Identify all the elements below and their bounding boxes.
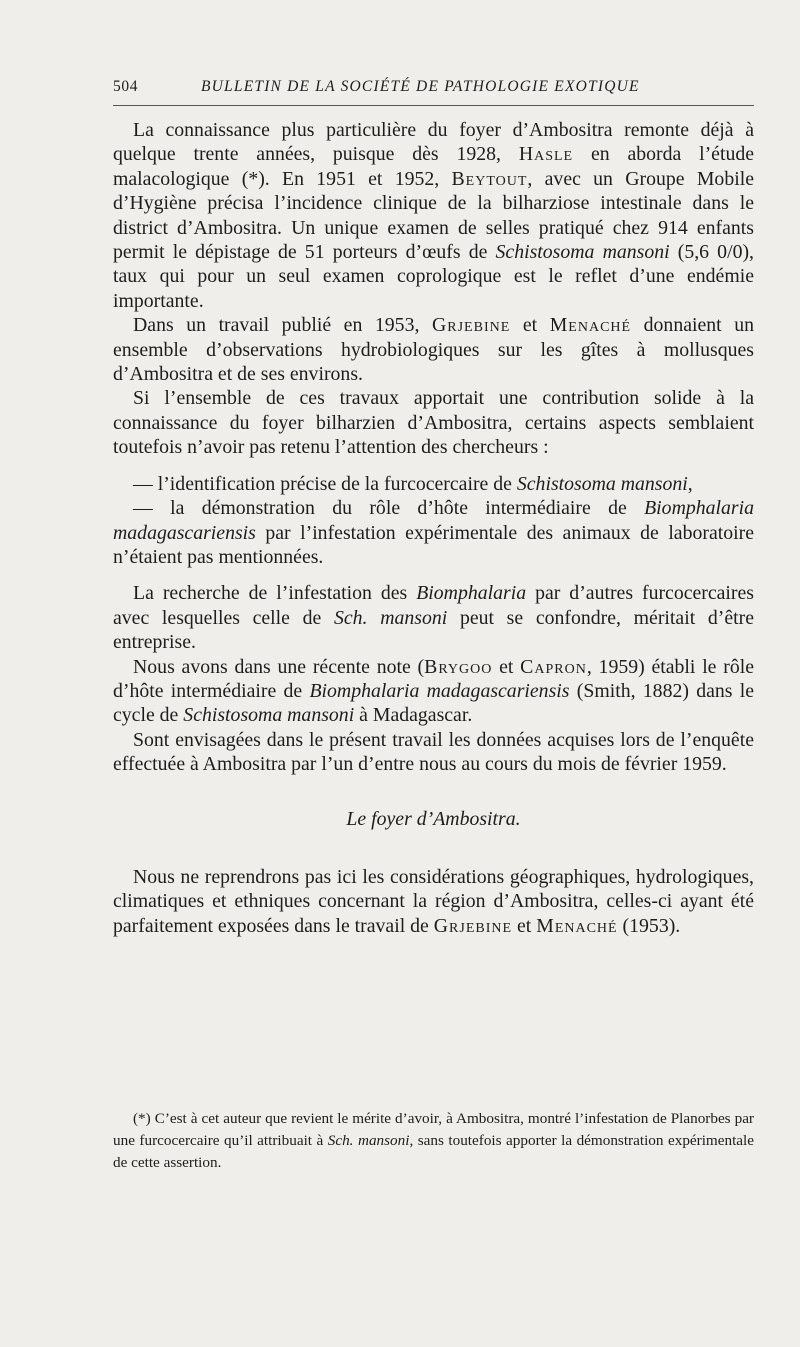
footnote: (*) C’est à cet auteur que revient le mérite d’avoir, à Ambositra, montré l’infestation de Planorbes par une furcocercaire qu’il attribuait à Sch. mansoni, sans toutefois apporter la démonstration expérimentale de cette assertion. (113, 1110, 754, 1171)
author-name: Capron (520, 655, 587, 678)
species-name: Sch. mansoni (334, 606, 448, 629)
article-body (113, 118, 754, 938)
paragraph: La recherche de l’infestation des Biomphalaria par d’autres furcocercaires avec lesquelles celle de Sch. mansoni peut se confondre, méritait d’être entreprise. (113, 582, 754, 654)
section-heading: Le foyer d’Ambositra. (346, 807, 521, 830)
author-name: Grjebine (433, 914, 513, 937)
species-name: Biomphalaria madagascariensis (113, 497, 754, 544)
paragraph: Sont envisagées dans le présent travail les données acquises lors de l’enquête effectuée à Ambositra par l’un d’entre nous au cours du mois de février 1959. (113, 728, 754, 776)
species-name: Biomphalaria madagascariensis (309, 679, 570, 702)
author-name: Brygoo (424, 655, 493, 678)
running-header (113, 78, 753, 100)
genus-name: Biomphalaria (416, 582, 527, 605)
author-name: Grjebine (431, 314, 511, 337)
paragraph: Nous ne reprendrons pas ici les considérations géographiques, hydrologiques, climatiques et ethniques concernant la région d’Ambositra, celles-ci ayant été parfaitement exposées dans le travail de Grjebine et Menaché (1953). (113, 865, 754, 937)
list-item: — la démonstration du rôle d’hôte intermédiaire de Biomphalaria madagascariensis par l’infestation expérimentale des animaux de laboratoire n’étaient pas mentionnées. (113, 497, 754, 568)
paragraph: Nous avons dans une récente note (Brygoo et Capron, 1959) établi le rôle d’hôte intermédiaire de Biomphalaria madagascariensis (Smith, 1882) dans le cycle de Schistosoma mansoni à Madagascar. (113, 655, 754, 727)
species-name: Schistosoma mansoni (495, 241, 670, 264)
author-name: Menaché (549, 314, 632, 337)
paragraph: Si l’ensemble de ces travaux apportait une contribution solide à la connaissance du foyer bilharzien d’Ambositra, certains aspects semblaient toutefois n’avoir pas retenu l’attention des chercheurs : (113, 387, 754, 459)
author-name: Menaché (536, 914, 618, 937)
author-name: Beytout (451, 167, 528, 190)
page-number: 504 (113, 78, 139, 95)
species-name: Schistosoma mansoni (183, 704, 355, 727)
list-item: — l’identification précise de la furcocercaire de Schistosoma mansoni, (133, 472, 693, 495)
header-rule (113, 105, 754, 106)
journal-title: BULLETIN DE LA SOCIÉTÉ DE PATHOLOGIE EXOTIQUE (201, 78, 640, 95)
paragraph: La connaissance plus particulière du foyer d’Ambositra remonte déjà à quelque trente années, puisque dès 1928, Hasle en aborda l’étude malacologique (*). En 1951 et 1952, Beytout, avec un Groupe Mobile d’Hygiène précisa l’incidence clinique de la bilharziose intestinale dans le district d’Ambositra. Un unique examen de selles pratiqué chez 914 enfants permit le dépistage de 51 porteurs d’œufs de Schistosoma mansoni (5,6 0/0), taux qui pour un seul examen coprologique est le reflet d’une endémie importante. (113, 119, 755, 312)
species-name: Sch. mansoni (327, 1132, 410, 1149)
species-name: Schistosoma mansoni (516, 472, 688, 495)
paragraph: Dans un travail publié en 1953, Grjebine et Menaché donnaient un ensemble d’observations hydrobiologiques sur les gîtes à mollusques d’Ambositra et de ses environs. (113, 314, 754, 386)
author-name: Hasle (518, 143, 574, 166)
